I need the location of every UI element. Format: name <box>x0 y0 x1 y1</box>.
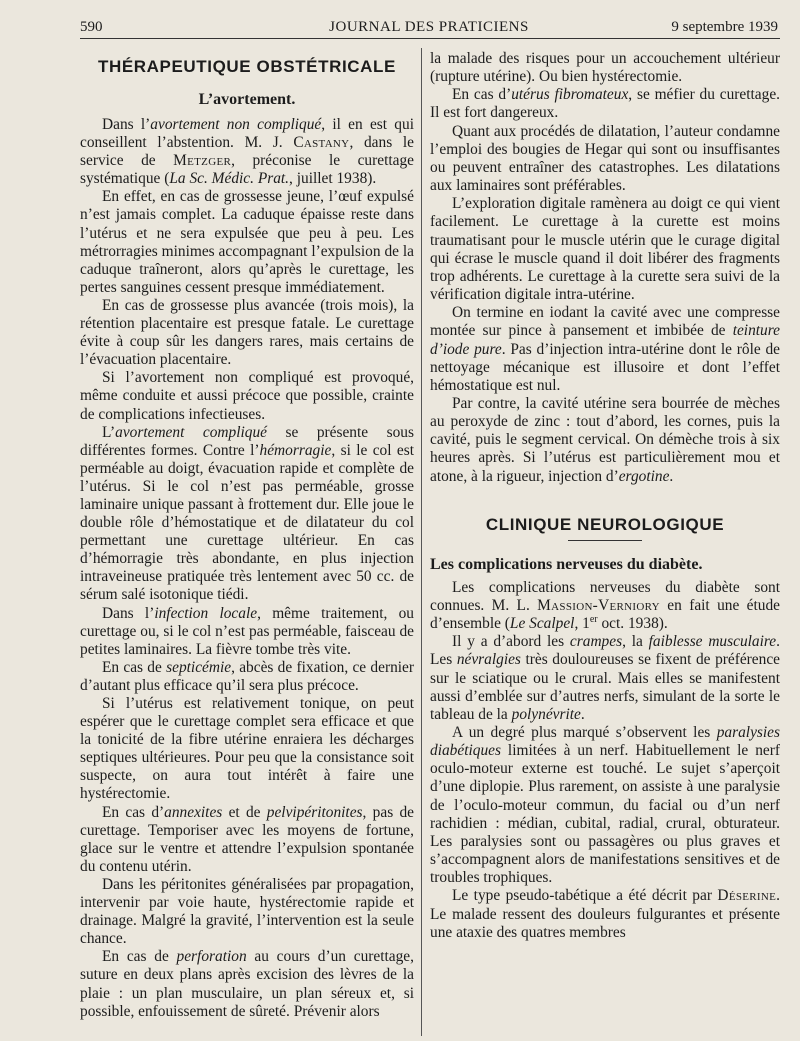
article-title-diabete: Les complications nerveuses du diabète. <box>430 555 703 573</box>
text-run: er <box>589 613 598 625</box>
issue-date: 9 septembre 1939 <box>671 19 778 35</box>
text-run: . Pas d’injection intra-utérine dont le rôle de nettoyage mécanique est illusoire et dont l’effet hémostatique est nul. <box>430 340 780 394</box>
right-column <box>430 50 780 942</box>
italic-run: paralysies diabétiques <box>430 724 780 760</box>
italic-run: Le Scalpel <box>509 615 575 633</box>
section-title-therapeutique: THÉRAPEUTIQUE OBSTÉTRICALE <box>97 57 396 76</box>
text-run: Les complications nerveuses du diabète sont connues. M. L. <box>430 578 780 614</box>
article-body-avortement <box>80 116 414 1021</box>
text-run: limitées à un nerf. Habituellement le nerf oculo-moteur externe est touché. Le sujet s’aperçoit d’une diplopie. Plus rarement, on assiste à une paralysie de l’oculo-moteur commun, du facial ou d’un nerf rachidien : médian, cubital, radial, crural, obturateur. Les paralysies sont ou passagères ou plus graves et s’accompagnent alors de manifestations sensitives et de troubles trophiques. <box>430 742 780 887</box>
paragraph <box>80 948 414 1020</box>
text-run: . <box>669 467 674 485</box>
paragraph <box>80 424 414 605</box>
text-run: , se méfier du curettage. Il est fort dangereux. <box>430 86 780 122</box>
text-run: , juillet 1938). <box>289 170 377 188</box>
text-run: se présente sous différentes formes. Contre l’ <box>80 423 414 459</box>
italic-run: pelvipéritonites <box>266 803 363 821</box>
small-caps-name: Castany <box>293 134 350 152</box>
text-run: A un degré plus marqué s’observent les <box>452 724 717 741</box>
text-run: Si l’utérus est relativement tonique, on peut espérer que le curettage complet sera efficace et que la tonicité de la fibre utérine enraiera les décharges septiques ultérieures. Pour peu que la consistance soit suspecte, on aura tout intérêt à faire une hystérectomie. <box>80 695 414 803</box>
text-run: . <box>580 705 585 723</box>
paragraph <box>430 887 780 941</box>
small-caps-name: Déserine <box>717 887 777 905</box>
paragraph <box>430 195 780 304</box>
italic-run: avortement non compliqué <box>150 116 322 133</box>
text-run: , si le col est perméable au doigt, évacuation rapide et complète de l’utérus. Si le col n’est pas perméable, grosse laminaire unique passant à frottement dur. Elle joue le double rôle d’hémostatique et de dilatateur du col permettant une curettage ultérieur. En cas d’hémorragie très abondante, en plus injection intraveineuse pratiquée très lentement avec 50 cc. de sérum salé isotonique tiédi. <box>80 441 414 604</box>
running-header <box>80 16 778 38</box>
italic-run: annexites <box>164 803 223 821</box>
paragraph <box>430 724 780 887</box>
text-run: En cas de <box>102 658 167 676</box>
text-run: , la <box>622 633 649 651</box>
text-run: En cas d’ <box>102 803 165 821</box>
small-caps-name: Massion-Verniory <box>537 596 660 614</box>
text-run: En cas de grossesse plus avancée (trois mois), la rétention placentaire est presque fatale. Le curettage évite à coup sûr les dangers rares, mais certains de l’évacuation placentaire. <box>80 296 414 369</box>
text-run: Quant aux procédés de dilatation, l’auteur condamne l’emploi des bougies de Hegar qui sont ou insuffisantes ou peuvent entraîner des catastrophes. Les dilatations aux laminaires sont préférables. <box>430 122 780 195</box>
italic-run: La Sc. Médic. Prat. <box>169 170 290 188</box>
text-run: Le type pseudo-tabétique a été décrit par <box>452 887 718 905</box>
text-run: , préconise le curettage systématique ( <box>80 152 414 188</box>
italic-run: avortement compliqué <box>115 423 267 441</box>
text-run: Dans l’ <box>102 116 151 133</box>
text-run: , dans le service de <box>80 134 414 170</box>
text-run: L’ <box>102 423 116 441</box>
italic-run: teinture d’iode pure <box>430 322 780 358</box>
article-title-avortement: L’avortement. <box>198 91 296 108</box>
italic-run: utérus fibromateux <box>511 86 629 104</box>
italic-run: perforation <box>176 948 247 966</box>
paragraph <box>80 369 414 423</box>
text-run: En cas d’ <box>452 86 512 104</box>
italic-run: polynévrite <box>511 705 581 723</box>
italic-run: faiblesse musculaire <box>648 633 777 651</box>
page-number: 590 <box>80 19 103 35</box>
paragraph <box>80 605 414 659</box>
text-run: la malade des risques pour un accouchement ultérieur (rupture utérine). Ou bien hystérectomie. <box>430 50 780 86</box>
text-run: Si l’avortement non compliqué est provoqué, même conduite et aussi précoce que possible, crainte de complications infectieuses. <box>80 369 414 423</box>
text-run: Il y a d’abord les <box>452 633 570 651</box>
paragraph <box>430 86 780 122</box>
italic-run: hémorragie <box>259 441 332 459</box>
italic-run: névralgies <box>456 651 521 669</box>
text-run: au cours d’un curettage, suture en deux plans après excision des lèvres de la plaie : un plan musculaire, un plan séreux et, si possible, enfouissement de sûreté. Prévenir alors <box>80 948 414 1020</box>
italic-run: ergotine <box>618 467 670 485</box>
text-run: en fait une étude d’ensemble ( <box>430 596 780 633</box>
text-run: En effet, en cas de grossesse jeune, l’œuf expulsé n’est jamais complet. La caduque épaisse reste dans l’utérus et ne sera expulsée que peu à peu. Les métrorragies minimes accompagnant l’expulsion de la caduque traîneront, alors qu’après le curettage, les pertes sanguines cessent presque immédiatement. <box>80 188 414 296</box>
section-title-clinique: CLINIQUE NEUROLOGIQUE <box>485 514 725 534</box>
italic-run: infection locale <box>154 604 258 622</box>
text-run: . Les <box>430 633 781 669</box>
text-run: . Le malade ressent des douleurs fulgurantes et présente une ataxie des quatres membres <box>430 887 780 941</box>
italic-run: septicémie <box>166 658 232 676</box>
paragraph <box>80 116 414 188</box>
text-run: oct. 1938). <box>597 615 668 633</box>
paragraph <box>430 395 780 486</box>
text-run: et de <box>222 803 267 821</box>
text-run: Par contre, la cavité utérine sera bourrée de mèches au peroxyde de zinc : tout d’abord, les cornes, puis la cavité, puis le segment cervical. On démèche trois à six heures après. Si l’utérus est particulièrement mou et atone, à la rigueur, injection d’ <box>430 394 780 485</box>
text-run: Dans l’ <box>102 604 155 622</box>
paragraph <box>430 304 780 395</box>
text-run: L’exploration digitale ramènera au doigt ce qui vient facilement. Le curettage à la curette est moins traumatisant pour le muscle utérin que le curage digital qui écrase le muscle quand il doit libérer des fragments trop adhérents. Le curettage à la curette sera suivi de la vérification digitale intra-utérine. <box>430 195 780 304</box>
paragraph <box>80 876 414 948</box>
section-rule <box>568 540 642 541</box>
text-run: Dans les péritonites généralisées par propagation, intervenir par voie haute, hystérectomie rapide et drainage. Malgré la gravité, l’intervention est la seule chance. <box>80 875 414 948</box>
text-run: On termine en iodant la cavité avec une compresse montée sur pince à pansement et imbibée de <box>430 304 780 340</box>
journal-title: JOURNAL DES PRATICIENS <box>329 19 529 35</box>
article-body-avortement-continued <box>430 50 780 486</box>
column-divider <box>421 48 422 1036</box>
article-body-diabete <box>430 579 780 942</box>
text-run: , même traitement, ou curettage ou, si le col n’est pas perméable, faisceau de petites laminaires. La fièvre tombe très vite. <box>80 604 415 658</box>
small-caps-name: Metzger <box>173 152 232 170</box>
paragraph <box>80 695 414 804</box>
text-run: En cas de <box>102 948 177 966</box>
paragraph <box>430 123 780 196</box>
paragraph <box>80 188 414 297</box>
text-run: , pas de curettage. Temporiser avec les moyens de fortune, glace sur le ventre et attendre l’expulsion spontanée du contenu utérin. <box>80 803 414 875</box>
text-run: , il en est qui conseillent l’abstention. M. J. <box>80 116 414 152</box>
text-run: , 1 <box>574 615 590 633</box>
paragraph <box>430 50 780 86</box>
paragraph <box>430 633 780 724</box>
text-run: , abcès de fixation, ce dernier d’autant plus efficace qu’il sera plus précoce. <box>80 658 414 694</box>
paragraph <box>430 579 780 633</box>
paragraph <box>80 297 414 369</box>
left-column <box>80 50 414 1021</box>
paragraph <box>80 804 414 876</box>
header-rule <box>80 38 780 39</box>
text-run: très douloureuses se fixent de préférence sur le sciatique ou le crural. Mais elles se manifestent aussi d’emblée sur d’autres nerfs, simulant de la sorte le tableau de la <box>430 651 780 723</box>
paragraph <box>80 659 414 695</box>
italic-run: crampes <box>569 633 623 651</box>
